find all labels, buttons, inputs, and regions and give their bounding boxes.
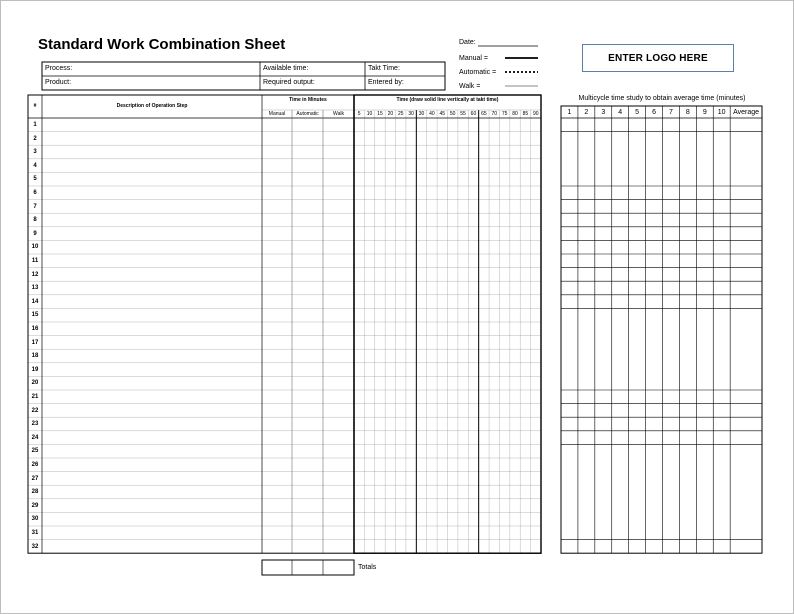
row-number: 20 (31, 380, 39, 387)
legend-walk-label: Walk = (459, 83, 481, 90)
multicycle-header-average: Average (733, 109, 760, 116)
row-number: 2 (33, 135, 37, 142)
description-header: Description of Operation Step (116, 103, 188, 109)
timeline-tick: 50 (449, 111, 456, 117)
row-number: 18 (31, 353, 39, 360)
row-number: 16 (31, 326, 39, 332)
row-number: 17 (31, 339, 39, 346)
timeline-tick: 55 (460, 111, 466, 117)
row-number: 19 (31, 366, 39, 373)
multicycle-header-2: 2 (584, 109, 589, 116)
row-number: 31 (31, 530, 39, 536)
row-number: 12 (31, 271, 39, 278)
date-label: Date: (459, 39, 476, 46)
row-number: 6 (33, 190, 37, 196)
legend-manual-label: Manual = (459, 55, 488, 62)
row-number: 13 (31, 285, 39, 292)
timeline-tick: 40 (429, 111, 435, 117)
available-time-label: Available time: (263, 65, 309, 72)
row-number: 22 (31, 407, 39, 414)
timeline-tick: 30 (418, 111, 425, 117)
takt-time-label: Takt Time: (368, 65, 400, 72)
logo-placeholder: ENTER LOGO HERE (582, 44, 734, 72)
multicycle-header-6: 6 (652, 109, 656, 116)
timeline-tick: 10 (366, 111, 373, 117)
row-number: 32 (31, 543, 39, 550)
time-minutes-header: Time in Minutes (289, 97, 327, 103)
multicycle-header-1: 1 (567, 109, 572, 116)
timeline-tick: 45 (439, 111, 446, 117)
sub-header-automatic: Automatic (296, 111, 319, 117)
timeline-tick: 75 (501, 111, 508, 117)
legend-automatic-label: Automatic = (459, 69, 497, 76)
timeline-header: Time (draw solid line vertically at takt time) (396, 97, 499, 103)
process-label: Process: (45, 65, 73, 72)
timeline-tick: 85 (522, 111, 529, 117)
timeline-tick: 30 (408, 111, 414, 117)
row-number: 14 (31, 298, 39, 305)
multicycle-header-7: 7 (668, 109, 673, 116)
row-number: 5 (33, 176, 37, 183)
row-number: 10 (31, 244, 39, 251)
row-number: 1 (33, 122, 37, 128)
timeline-tick: 5 (357, 111, 361, 117)
row-number: 26 (31, 462, 39, 468)
row-number: 3 (33, 149, 37, 156)
multicycle-header-8: 8 (685, 109, 690, 116)
sub-header-manual: Manual (268, 111, 286, 117)
timeline-tick: 80 (512, 111, 518, 117)
row-number: 15 (31, 312, 39, 319)
timeline-tick: 20 (387, 111, 394, 117)
timeline-tick: 25 (397, 111, 404, 117)
sub-header-walk: Walk (333, 111, 344, 117)
row-number: 23 (31, 421, 39, 428)
row-number: 29 (31, 502, 39, 509)
row-number: 25 (31, 448, 39, 455)
timeline-tick: 65 (481, 111, 487, 117)
timeline-tick: 60 (470, 111, 477, 117)
row-number: 11 (31, 258, 39, 264)
row-number: 27 (31, 475, 39, 482)
multicycle-header-9: 9 (702, 109, 707, 116)
row-number: 28 (31, 489, 39, 496)
multicycle-header-4: 4 (618, 109, 623, 116)
totals-label: Totals (358, 564, 377, 571)
row-number: 8 (33, 217, 37, 224)
entered-by-label: Entered by: (368, 79, 404, 86)
multicycle-header-5: 5 (635, 109, 640, 116)
row-number: 30 (31, 516, 39, 523)
page-title: Standard Work Combination Sheet (38, 36, 286, 53)
multicycle-header-3: 3 (601, 109, 606, 116)
required-output-label: Required output: (263, 79, 315, 86)
row-number: 24 (31, 434, 39, 441)
timeline-tick: 15 (377, 111, 383, 117)
row-number: 4 (33, 162, 37, 169)
multicycle-header-10: 10 (717, 109, 726, 116)
product-label: Product: (45, 79, 72, 86)
timeline-tick: 90 (533, 111, 539, 117)
multicycle-title: Multicycle time study to obtain average time (minutes) (578, 95, 746, 102)
num-header: # (33, 103, 37, 109)
timeline-tick: 70 (491, 111, 498, 117)
row-number: 21 (31, 394, 39, 400)
row-number: 7 (33, 203, 37, 210)
row-number: 9 (33, 230, 37, 237)
